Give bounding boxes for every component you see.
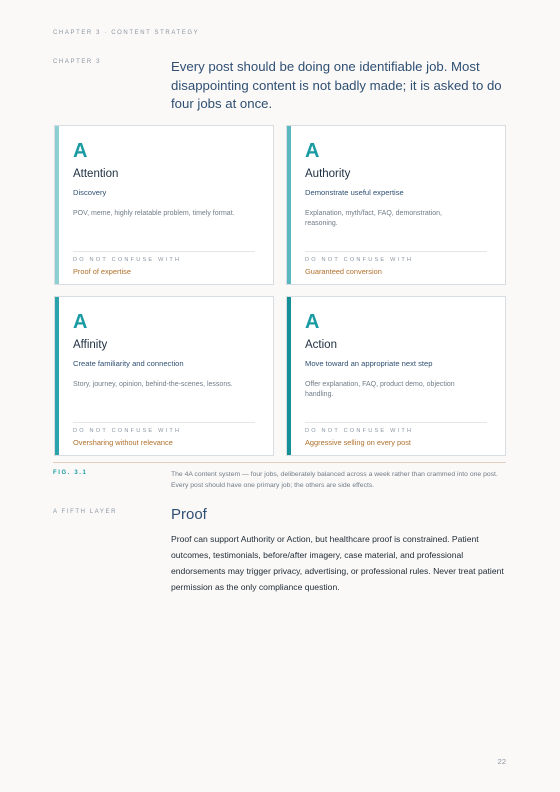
card-letter: A [305, 140, 320, 162]
card-letter: A [73, 311, 88, 333]
card-letter: A [305, 311, 320, 333]
card-subtitle: Demonstrate useful expertise [305, 188, 404, 197]
card-warning: Oversharing without relevance [73, 438, 173, 447]
card-accent-bar [287, 297, 291, 455]
card-subtitle: Move toward an appropriate next step [305, 359, 433, 368]
card-description: Story, journey, opinion, behind-the-scenes, lessons. [73, 381, 233, 388]
card-title: Affinity [73, 339, 108, 351]
figure-label: FIG. 3.1 [53, 470, 88, 476]
running-head: CHAPTER 3 · CONTENT STRATEGY [53, 30, 200, 36]
card-accent-bar [55, 126, 59, 284]
card-divider [305, 422, 487, 423]
intro-paragraph: Every post should be doing one identifiable job. Most disappointing content is not badly made; it is asked to do four jobs at once. [171, 59, 502, 111]
card-subtitle: Create familiarity and connection [73, 359, 184, 368]
card-divider [73, 422, 255, 423]
four-a-grid [54, 125, 506, 456]
card-dnc-label: DO NOT CONFUSE WITH [305, 257, 414, 263]
card-divider [73, 251, 255, 252]
chapter-label: CHAPTER 3 [53, 59, 102, 65]
card-title: Action [305, 339, 337, 351]
card-dnc-label: DO NOT CONFUSE WITH [305, 428, 414, 434]
card-dnc-label: DO NOT CONFUSE WITH [73, 257, 182, 263]
card-affinity [54, 296, 274, 456]
card-attention [54, 125, 274, 285]
card-warning: Aggressive selling on every post [305, 438, 411, 447]
card-divider [305, 251, 487, 252]
section-body: Proof can support Authority or Action, but healthcare proof is constrained. Patient outcomes, testimonials, before/after imagery, case material, and professional endorsements may trigger privacy, advertising, or professional rules. Never treat patient permission as the only compliance question. [171, 534, 504, 592]
card-dnc-label: DO NOT CONFUSE WITH [73, 428, 182, 434]
card-accent-bar [287, 126, 291, 284]
card-warning: Guaranteed conversion [305, 267, 382, 276]
figure-caption: The 4A content system — four jobs, deliberately balanced across a week rather than crammed into one post. Every post should have one primary job; the others are side effects. [171, 471, 498, 489]
card-action [286, 296, 506, 456]
card-description: POV, meme, highly relatable problem, timely format. [73, 210, 235, 217]
card-description: Offer explanation, FAQ, product demo, objection handling. [305, 381, 455, 398]
card-warning: Proof of expertise [73, 267, 131, 276]
card-subtitle: Discovery [73, 188, 107, 197]
section-label: A FIFTH LAYER [53, 509, 118, 515]
card-authority [286, 125, 506, 285]
card-title: Attention [73, 168, 119, 180]
figure-divider [53, 462, 506, 463]
card-title: Authority [305, 168, 351, 180]
card-description: Explanation, myth/fact, FAQ, demonstration, reasoning. [305, 210, 442, 227]
card-accent-bar [55, 297, 59, 455]
section-title: Proof [171, 506, 207, 523]
card-letter: A [73, 140, 88, 162]
page-number: 22 [497, 757, 506, 766]
